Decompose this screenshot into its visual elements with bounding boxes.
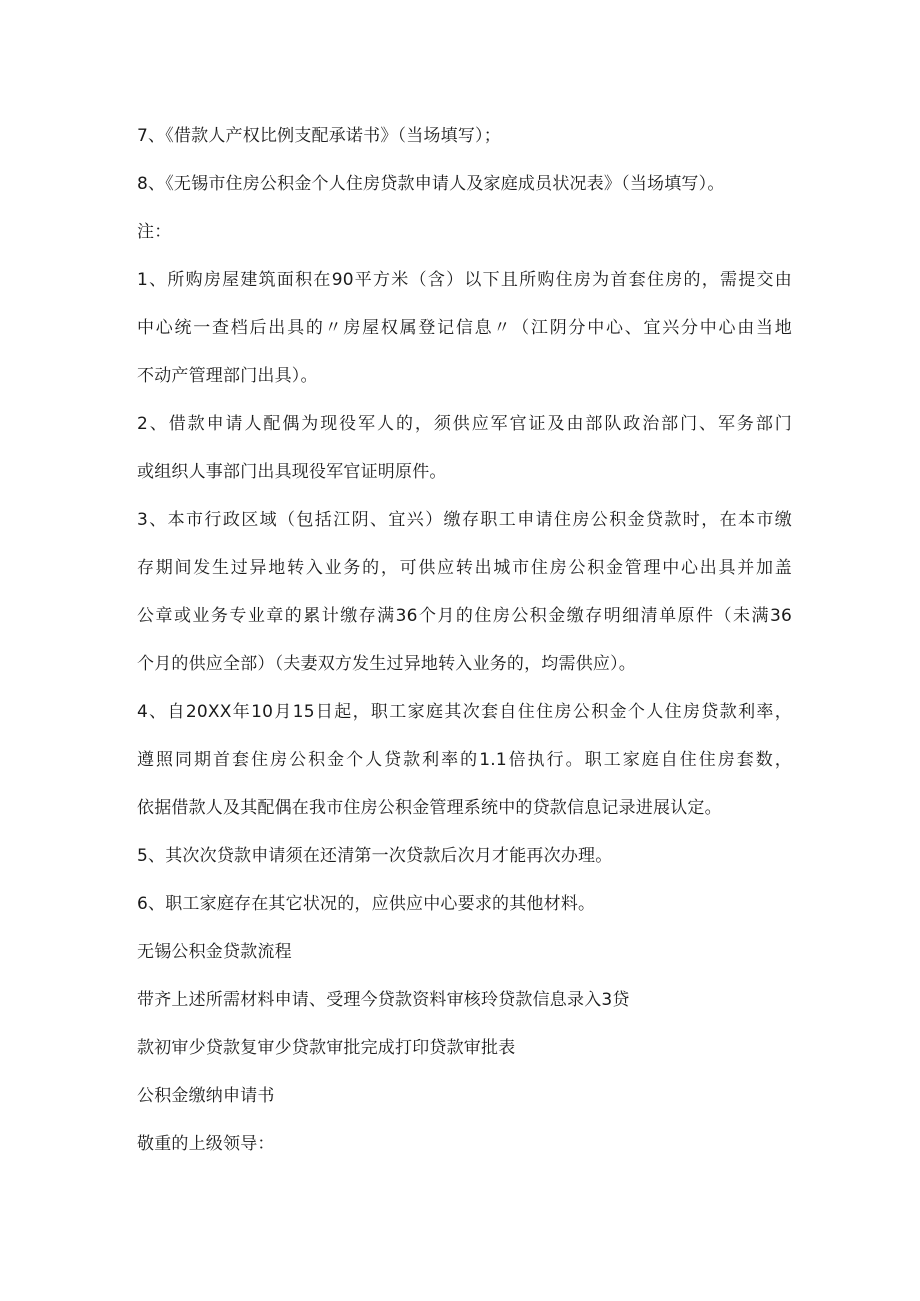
process-line-1: 带齐上述所需材料申请、受理今贷款资料审核玲贷款信息录入3贷 [137,990,630,1010]
document-body [137,112,792,1168]
note-4-line-1: 4、自20XX年10月15日起，职工家庭其次套自住住房公积金个人住房贷款利率， [137,702,792,722]
note-3-line-2: 存期间发生过异地转入业务的，可供应转出城市住房公积金管理中心出具并加盖 [137,558,792,578]
note-2-line-1: 2、借款申请人配偶为现役军人的，须供应军官证及由部队政治部门、军务部门 [137,414,792,434]
note-6: 6、职工家庭存在其它状况的，应供应中心要求的其他材料。 [137,894,596,914]
note-heading: 注： [137,222,172,242]
list-item-8: 8、《无锡市住房公积金个人住房贷款申请人及家庭成员状况表》（当场填写）。 [137,174,725,194]
note-2-line-2: 或组织人事部门出具现役军官证明原件。 [137,462,447,482]
list-item-7: 7、《借款人产权比例支配承诺书》（当场填写）； [137,126,501,146]
note-1-line-1: 1、所购房屋建筑面积在90平方米（含）以下且所购住房为首套住房的，需提交由 [137,270,792,290]
note-3-line-1: 3、本市行政区域（包括江阴、宜兴）缴存职工申请住房公积金贷款时，在本市缴 [137,510,792,530]
note-3-line-4: 个月的供应全部）（夫妻双方发生过异地转入业务的，均需供应）。 [137,654,636,674]
note-4-line-2: 遵照同期首套住房公积金个人贷款利率的1.1倍执行。职工家庭自住住房套数， [137,750,792,770]
letter-salutation: 敬重的上级领导： [137,1134,275,1154]
note-1-line-2: 中心统一查档后出具的〃房屋权属登记信息〃（江阴分中心、宜兴分中心由当地 [137,318,792,338]
section-heading-loan-process: 无锡公积金贷款流程 [137,942,292,962]
note-5: 5、其次次贷款申请须在还清第一次贷款后次月才能再次办理。 [137,846,613,866]
section-heading-application-letter: 公积金缴纳申请书 [137,1086,275,1106]
note-1-line-3: 不动产管理部门出具）。 [137,366,318,386]
process-line-2: 款初审少贷款复审少贷款审批完成打印贷款审批表 [137,1038,516,1058]
note-4-line-3: 依据借款人及其配偶在我市住房公积金管理系统中的贷款信息记录进展认定。 [137,798,722,818]
note-3-line-3: 公章或业务专业章的累计缴存满36个月的住房公积金缴存明细清单原件（未满36 [137,606,792,626]
